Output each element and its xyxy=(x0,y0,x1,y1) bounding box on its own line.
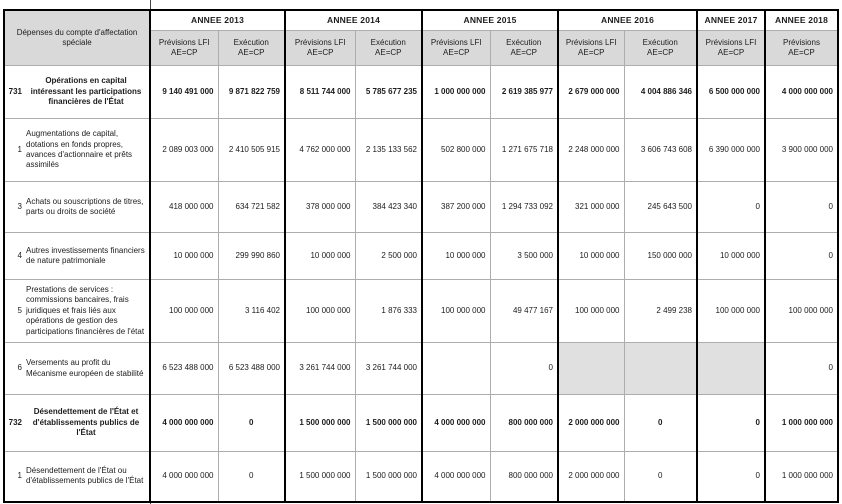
value-cell: 4 004 886 346 xyxy=(624,66,697,119)
table-row xyxy=(4,182,838,233)
year-header: ANNEE 2014 xyxy=(285,10,422,31)
value-cell: 100 000 000 xyxy=(697,280,765,343)
value-cell: 0 xyxy=(697,182,765,233)
value-cell xyxy=(697,343,765,395)
value-cell: 299 990 860 xyxy=(218,233,285,280)
value-cell: 6 500 000 000 xyxy=(697,66,765,119)
row-label: Achats ou souscriptions de titres, parts ou droits de société xyxy=(26,196,144,216)
column-subheader: Exécution AE=CP xyxy=(490,31,558,66)
row-label: Désendettement de l'État et d'établissements publics de l'État xyxy=(32,407,140,438)
row-number: 1 xyxy=(17,471,22,481)
row-header-cell xyxy=(4,343,150,395)
year-header: ANNEE 2013 xyxy=(150,10,285,31)
value-cell: 0 xyxy=(765,233,838,280)
year-header: ANNEE 2018 xyxy=(765,10,838,31)
column-subheader: Prévisions LFI AE=CP xyxy=(558,31,624,66)
label-column-top-tick xyxy=(150,0,151,9)
value-cell: 378 000 000 xyxy=(285,182,355,233)
value-cell: 0 xyxy=(765,343,838,395)
value-cell: 0 xyxy=(624,395,697,452)
value-cell: 5 785 677 235 xyxy=(355,66,422,119)
row-label: Prestations de services : commissions bancaires, frais juridiques et frais liés aux opérations de gestion des participations financières de l'état xyxy=(26,285,145,336)
value-cell: 1 000 000 000 xyxy=(765,395,838,452)
value-cell: 100 000 000 xyxy=(558,280,624,343)
value-cell: 4 000 000 000 xyxy=(150,452,218,502)
row-header-cell xyxy=(4,395,150,452)
value-cell: 6 523 488 000 xyxy=(218,343,285,395)
table-row xyxy=(4,119,838,182)
expenses-table xyxy=(3,9,839,503)
value-cell: 4 000 000 000 xyxy=(422,395,490,452)
value-cell: 0 xyxy=(624,452,697,502)
column-subheader: Exécution AE=CP xyxy=(218,31,285,66)
value-cell: 1 500 000 000 xyxy=(285,452,355,502)
table-row xyxy=(4,452,838,502)
column-subheader: Prévisions AE=CP xyxy=(765,31,838,66)
table-row xyxy=(4,395,838,452)
column-subheader: Exécution AE=CP xyxy=(355,31,422,66)
value-cell: 8 511 744 000 xyxy=(285,66,355,119)
value-cell: 502 800 000 xyxy=(422,119,490,182)
value-cell: 1 500 000 000 xyxy=(355,395,422,452)
year-header: ANNEE 2017 xyxy=(697,10,765,31)
value-cell: 1 000 000 000 xyxy=(765,452,838,502)
value-cell: 9 140 491 000 xyxy=(150,66,218,119)
value-cell: 0 xyxy=(765,182,838,233)
value-cell: 245 643 500 xyxy=(624,182,697,233)
value-cell: 634 721 582 xyxy=(218,182,285,233)
value-cell: 10 000 000 xyxy=(697,233,765,280)
value-cell: 100 000 000 xyxy=(150,280,218,343)
row-number: 4 xyxy=(17,250,22,260)
expenses-table-wrapper xyxy=(3,9,839,503)
value-cell: 100 000 000 xyxy=(285,280,355,343)
value-cell: 3 261 744 000 xyxy=(285,343,355,395)
value-cell: 3 261 744 000 xyxy=(355,343,422,395)
value-cell: 4 000 000 000 xyxy=(150,395,218,452)
value-cell: 150 000 000 xyxy=(624,233,697,280)
value-cell xyxy=(624,343,697,395)
value-cell: 3 116 402 xyxy=(218,280,285,343)
value-cell: 1 500 000 000 xyxy=(285,395,355,452)
value-cell: 321 000 000 xyxy=(558,182,624,233)
corner-header: Dépenses du compte d'affectation spéciale xyxy=(4,10,150,66)
value-cell: 1 500 000 000 xyxy=(355,452,422,502)
value-cell: 49 477 167 xyxy=(490,280,558,343)
value-cell: 2 000 000 000 xyxy=(558,452,624,502)
column-subheader: Prévisions LFI AE=CP xyxy=(150,31,218,66)
row-number: 731 xyxy=(8,86,22,96)
value-cell: 6 390 000 000 xyxy=(697,119,765,182)
value-cell xyxy=(558,343,624,395)
value-cell: 1 876 333 xyxy=(355,280,422,343)
value-cell: 0 xyxy=(218,395,285,452)
column-subheader: Exécution AE=CP xyxy=(624,31,697,66)
value-cell: 100 000 000 xyxy=(422,280,490,343)
table-row xyxy=(4,66,838,119)
value-cell: 0 xyxy=(218,452,285,502)
row-header-cell xyxy=(4,233,150,280)
table-row xyxy=(4,233,838,280)
row-header-cell xyxy=(4,182,150,233)
row-label: Opérations en capital intéressant les participations financières de l'État xyxy=(30,76,142,107)
row-label: Versements au profit du Mécanisme européen de stabilité xyxy=(26,358,144,378)
value-cell: 418 000 000 xyxy=(150,182,218,233)
value-cell: 1 271 675 718 xyxy=(490,119,558,182)
value-cell: 2 499 238 xyxy=(624,280,697,343)
row-header-cell xyxy=(4,280,150,343)
value-cell: 100 000 000 xyxy=(765,280,838,343)
value-cell: 2 500 000 xyxy=(355,233,422,280)
column-subheader: Prévisions LFI AE=CP xyxy=(422,31,490,66)
year-header: ANNEE 2015 xyxy=(422,10,558,31)
row-header-cell xyxy=(4,452,150,502)
column-subheader: Prévisions LFI AE=CP xyxy=(285,31,355,66)
row-number: 5 xyxy=(17,305,22,315)
value-cell: 10 000 000 xyxy=(558,233,624,280)
value-cell: 2 410 505 915 xyxy=(218,119,285,182)
value-cell: 4 762 000 000 xyxy=(285,119,355,182)
value-cell: 0 xyxy=(697,452,765,502)
year-header-row xyxy=(4,10,838,31)
row-number: 3 xyxy=(17,201,22,211)
value-cell: 0 xyxy=(697,395,765,452)
table-row xyxy=(4,343,838,395)
row-number: 732 xyxy=(8,417,22,427)
value-cell: 2 679 000 000 xyxy=(558,66,624,119)
row-label: Augmentations de capital, dotations en fonds propres, avances d'actionnaire et prêts assimilés xyxy=(26,129,133,170)
value-cell xyxy=(422,343,490,395)
value-cell: 800 000 000 xyxy=(490,395,558,452)
table-row xyxy=(4,280,838,343)
value-cell: 800 000 000 xyxy=(490,452,558,502)
value-cell: 387 200 000 xyxy=(422,182,490,233)
row-header-cell xyxy=(4,119,150,182)
column-subheader: Prévisions LFI AE=CP xyxy=(697,31,765,66)
value-cell: 3 900 000 000 xyxy=(765,119,838,182)
value-cell: 2 135 133 562 xyxy=(355,119,422,182)
value-cell: 9 871 822 759 xyxy=(218,66,285,119)
value-cell: 3 606 743 608 xyxy=(624,119,697,182)
value-cell: 10 000 000 xyxy=(285,233,355,280)
row-header-cell xyxy=(4,66,150,119)
value-cell: 4 000 000 000 xyxy=(765,66,838,119)
value-cell: 0 xyxy=(490,343,558,395)
value-cell: 10 000 000 xyxy=(150,233,218,280)
value-cell: 2 619 385 977 xyxy=(490,66,558,119)
value-cell: 6 523 488 000 xyxy=(150,343,218,395)
row-label: Désendettement de l'État ou d'établissements publics de l'État xyxy=(26,465,144,486)
value-cell: 2 000 000 000 xyxy=(558,395,624,452)
row-number: 1 xyxy=(17,144,22,154)
row-number: 6 xyxy=(17,363,22,373)
value-cell: 1 000 000 000 xyxy=(422,66,490,119)
value-cell: 10 000 000 xyxy=(422,233,490,280)
value-cell: 2 089 003 000 xyxy=(150,119,218,182)
value-cell: 3 500 000 xyxy=(490,233,558,280)
value-cell: 4 000 000 000 xyxy=(422,452,490,502)
value-cell: 384 423 340 xyxy=(355,182,422,233)
value-cell: 2 248 000 000 xyxy=(558,119,624,182)
year-header: ANNEE 2016 xyxy=(558,10,697,31)
value-cell: 1 294 733 092 xyxy=(490,182,558,233)
row-label: Autres investissements financiers de nature patrimoniale xyxy=(26,245,145,265)
